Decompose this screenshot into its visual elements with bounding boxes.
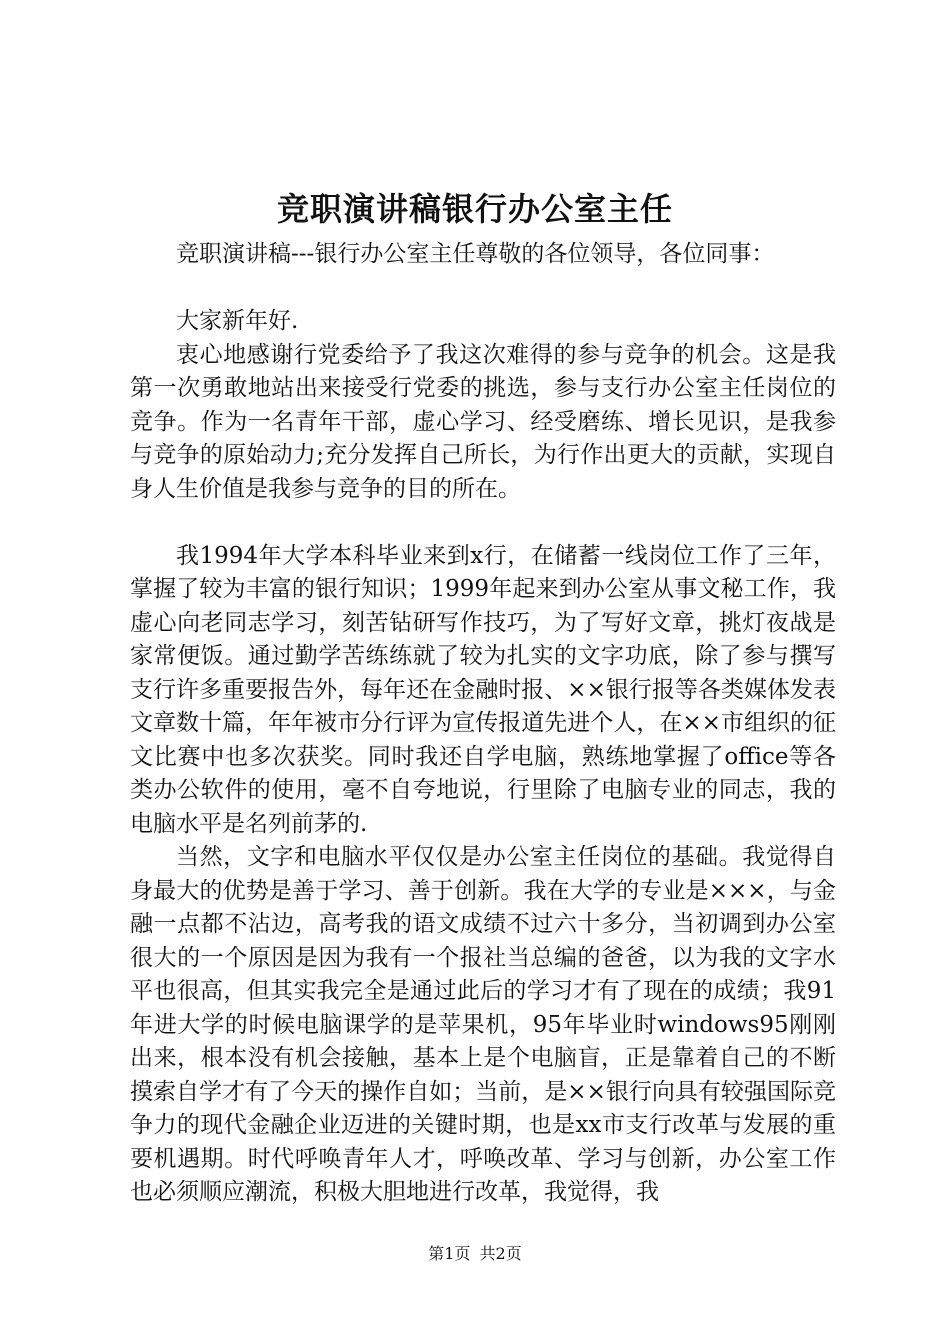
document-title: 竞职演讲稿银行办公室主任 xyxy=(276,190,673,228)
paragraph-strengths: 当然，文字和电脑水平仅仅是办公室主任岗位的基础。我觉得自身最大的优势是善于学习、善于创新。我在大学的专业是×××，与金融一点都不沾边，高考我的语文成绩不过六十多分，当初调到办公室很大的一个原因是因为我有一个报社当总编的爸爸，以为我的文字水平也很高，但其实我完全是通过此后的学习才有了现在的成绩；我91年进大学的时候电脑课学的是苹果机，95年毕业时windows95刚刚出来，根本没有机会接触，基本上是个电脑盲，正是靠着自己的不断摸索自学才有了今天的操作自如；当前，是××银行向具有较强国际竞争力的现代金融企业迈进的关键时期，也是xx市支行改革与发展的重要机遇期。时代呼唤青年人才，呼唤改革、学习与创新，办公室工作也必须顺应潮流，积极大胆地进行改革，我觉得，我 xyxy=(130,844,836,1205)
document-body xyxy=(130,238,836,1210)
page-footer xyxy=(0,1243,950,1265)
paragraph-new-year: 大家新年好. xyxy=(176,308,299,334)
paragraph-experience: 我1994年大学本科毕业来到x行，在储蓄一线岗位工作了三年，掌握了较为丰富的银行知识；1999年起来到办公室从事文秘工作，我虚心向老同志学习，刻苦钻研写作技巧，为了写好文章，挑灯夜战是家常便饭。通过勤学苦练练就了较为扎实的文字功底，除了参与撰写支行许多重要报告外，每年还在金融时报、××银行报等各类媒体发表文章数十篇，年年被市分行评为宣传报道先进个人，在××市组织的征文比赛中也多次获奖。同时我还自学电脑，熟练地掌握了office等各类办公软件的使用，毫不自夸地说，行里除了电脑专业的同志，我的电脑水平是名列前茅的. xyxy=(130,542,836,837)
paragraph-greeting: 竞职演讲稿---银行办公室主任尊敬的各位领导，各位同事： xyxy=(176,241,775,267)
paragraph-thanks: 衷心地感谢行党委给予了我这次难得的参与竞争的机会。这是我第一次勇敢地站出来接受行党委的挑选，参与支行办公室主任岗位的竞争。作为一名青年干部，虚心学习、经受磨练、增长见识，是我参与竞争的原始动力;充分发挥自己所长，为行作出更大的贡献，实现自身人生价值是我参与竞争的目的所在。 xyxy=(130,341,836,502)
page-total: 共2页 xyxy=(479,1244,522,1263)
page-number: 第1页 xyxy=(428,1244,471,1263)
